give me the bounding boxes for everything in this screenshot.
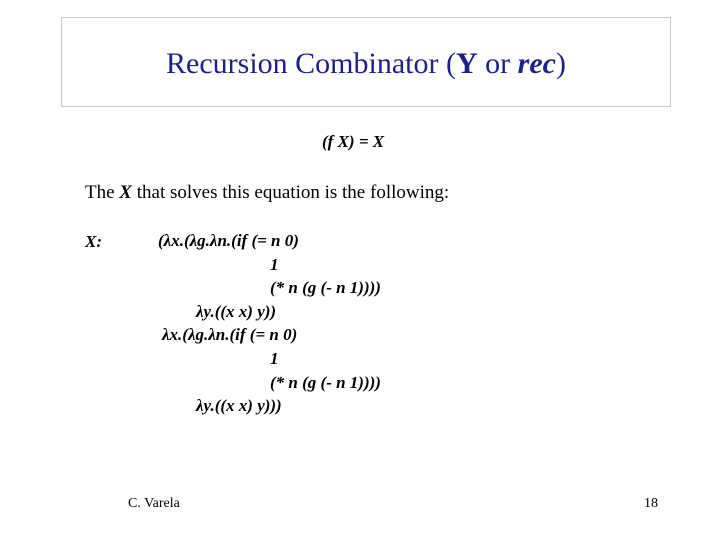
code-line-5: λx.(λg.λn.(if (= n 0)	[162, 325, 298, 344]
code-line-2: 1	[270, 255, 279, 274]
title-suffix: )	[555, 47, 566, 80]
code-line-6: 1	[270, 349, 279, 368]
intro-before: The	[85, 182, 120, 203]
intro-after: that solves this equation is the following:	[131, 182, 450, 203]
title-prefix: Recursion Combinator (	[166, 47, 456, 80]
intro-x: X	[119, 182, 132, 203]
code-line-1: (λx.(λg.λn.(if (= n 0)	[158, 231, 299, 250]
title-box	[61, 17, 671, 107]
footer-author: C. Varela	[128, 496, 180, 511]
code-line-7: (* n (g (- n 1))))	[270, 373, 381, 392]
code-line-8: λy.((x x) y)))	[196, 396, 282, 415]
page-number: 18	[644, 496, 658, 511]
title-rec: rec	[517, 47, 556, 80]
slide-title	[166, 47, 566, 81]
code-line-3: (* n (g (- n 1))))	[270, 278, 381, 297]
intro-text	[85, 182, 449, 204]
code-line-4: λy.((x x) y))	[196, 302, 277, 321]
fixpoint-equation: (f X) = X	[322, 132, 385, 151]
x-label: X:	[85, 232, 102, 251]
title-y: Y	[455, 47, 478, 80]
title-or: or	[477, 47, 518, 80]
